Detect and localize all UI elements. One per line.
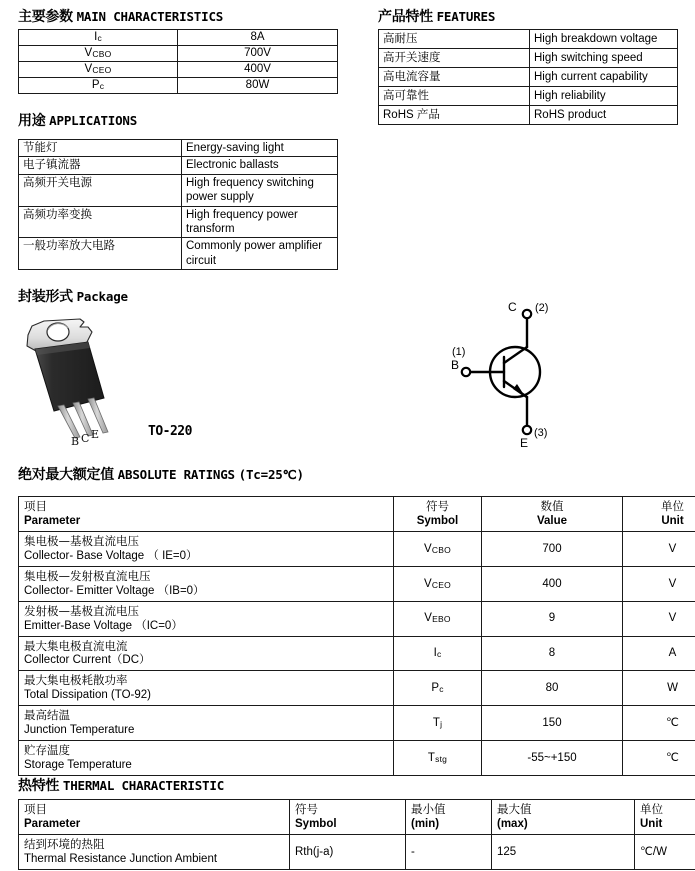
- cell-symbol: $P_c$: [394, 671, 482, 706]
- package-pin-label-c: C: [81, 432, 90, 445]
- table-row: [19, 62, 338, 78]
- cell-value: 400: [482, 566, 623, 601]
- table-row: [19, 238, 338, 270]
- cell-symbol: $V_{CEO}$: [394, 566, 482, 601]
- cell-parameter: 贮存温度 Storage Temperature: [19, 741, 394, 776]
- cell-unit: V: [623, 601, 695, 636]
- cell-value: 9: [482, 601, 623, 636]
- heading-applications: [18, 110, 137, 130]
- heading-package-en: Package: [76, 289, 128, 304]
- cell-application-cn: 电子镇流器: [19, 157, 182, 174]
- cell-feature-en: High switching speed: [530, 49, 678, 68]
- cell-value: 700V: [178, 46, 338, 62]
- cell-application-en: Commonly power amplifier circuit: [182, 238, 338, 270]
- table-header-row: [19, 497, 695, 532]
- table-row: [19, 140, 338, 157]
- column-header-min: 最小值 (min): [406, 800, 492, 835]
- heading-thermal-en: THERMAL CHARACTERISTIC: [62, 778, 225, 793]
- schematic-label-emitter: E: [520, 436, 529, 450]
- heading-features-en: FEATURES: [436, 9, 496, 24]
- table-row: [19, 706, 695, 741]
- heading-package-cn: 封装形式: [18, 289, 73, 305]
- cell-symbol: $V_{CBO}$: [19, 46, 178, 62]
- cell-parameter: 发射极—基极直流电压 Emitter-Base Voltage （IC=0）: [19, 601, 394, 636]
- terminal-node-emitter: [523, 426, 531, 434]
- package-pin-label-b: B: [71, 435, 80, 448]
- cell-unit: A: [623, 636, 695, 671]
- column-header-symbol: 符号 Symbol: [290, 800, 406, 835]
- cell-parameter: 集电极—发射极直流电压 Collector- Emitter Voltage （IB=0）: [19, 566, 394, 601]
- cell-feature-en: High reliability: [530, 87, 678, 106]
- transistor-schematic-symbol: [430, 300, 600, 450]
- cell-unit: V: [623, 566, 695, 601]
- cell-value: 400V: [178, 62, 338, 78]
- table-row: [379, 106, 678, 125]
- column-header-symbol: 符号 Symbol: [394, 497, 482, 532]
- table-row: [19, 741, 695, 776]
- cell-parameter: 结到环境的热阻 Thermal Resistance Junction Ambient: [19, 834, 290, 869]
- schematic-pin-collector: (2): [535, 302, 549, 314]
- table-row: [19, 174, 338, 206]
- cell-feature-en: High current capability: [530, 68, 678, 87]
- cell-unit: V: [623, 531, 695, 566]
- table-main-characteristics: [18, 29, 338, 94]
- cell-application-en: Electronic ballasts: [182, 157, 338, 174]
- cell-symbol: $V_{CEO}$: [19, 62, 178, 78]
- cell-feature-cn: 高开关速度: [379, 49, 530, 68]
- cell-parameter: 最高结温 Junction Temperature: [19, 706, 394, 741]
- cell-max: 125: [492, 834, 635, 869]
- column-header-value: 数值 Value: [482, 497, 623, 532]
- cell-symbol: Rth(j-a): [290, 834, 406, 869]
- table-row: [19, 671, 695, 706]
- cell-value: 80: [482, 671, 623, 706]
- heading-features-cn: 产品特性: [378, 9, 433, 25]
- heading-main-characteristics-cn: 主要参数: [18, 9, 73, 25]
- table-row: [379, 30, 678, 49]
- heading-applications-en: APPLICATIONS: [49, 113, 138, 128]
- cell-parameter: 最大集电极直流电流 Collector Current（DC）: [19, 636, 394, 671]
- table-row: [379, 49, 678, 68]
- cell-application-cn: 高频功率变换: [19, 206, 182, 238]
- table-row: [19, 531, 695, 566]
- column-header-max: 最大值 (max): [492, 800, 635, 835]
- cell-parameter: 最大集电极耗散功率 Total Dissipation (TO-92): [19, 671, 394, 706]
- cell-value: -55~+150: [482, 741, 623, 776]
- table-features: [378, 29, 678, 125]
- heading-features: [378, 6, 495, 26]
- table-row: [379, 68, 678, 87]
- cell-min: -: [406, 834, 492, 869]
- table-header-row: [19, 800, 695, 835]
- cell-feature-cn: RoHS 产品: [379, 106, 530, 125]
- cell-feature-cn: 高耐压: [379, 30, 530, 49]
- heading-main-characteristics-en: MAIN CHARACTERISTICS: [76, 9, 224, 24]
- cell-unit: ℃: [623, 706, 695, 741]
- table-row: [19, 157, 338, 174]
- table-row: [379, 87, 678, 106]
- schematic-pin-emitter: (3): [534, 427, 548, 439]
- heading-thermal-characteristic: [18, 775, 224, 795]
- heading-main-characteristics: [18, 6, 223, 26]
- table-row: [19, 206, 338, 238]
- cell-value: 150: [482, 706, 623, 741]
- table-absolute-ratings: [18, 496, 695, 776]
- cell-symbol: $T_{stg}$: [394, 741, 482, 776]
- cell-value: 80W: [178, 78, 338, 94]
- table-row: [19, 566, 695, 601]
- cell-unit: ℃/W: [635, 834, 695, 869]
- cell-symbol: $I_c$: [394, 636, 482, 671]
- cell-parameter: 集电极—基极直流电压 Collector- Base Voltage （ IE=0）: [19, 531, 394, 566]
- heading-thermal-cn: 热特性: [18, 778, 60, 794]
- table-thermal-characteristic: [18, 799, 695, 870]
- cell-unit: W: [623, 671, 695, 706]
- heading-absolute-ratings: [18, 464, 304, 484]
- cell-symbol: $T_j$: [394, 706, 482, 741]
- heading-package: [18, 286, 128, 306]
- table-row: [19, 46, 338, 62]
- cell-value: 8A: [178, 30, 338, 46]
- table-row: [19, 601, 695, 636]
- heading-absolute-ratings-en: ABSOLUTE RATINGS: [117, 467, 235, 482]
- terminal-node-base: [462, 368, 470, 376]
- terminal-node-collector: [523, 310, 531, 318]
- cell-feature-cn: 高电流容量: [379, 68, 530, 87]
- heading-applications-cn: 用途: [18, 113, 46, 129]
- cell-value: 700: [482, 531, 623, 566]
- cell-symbol: $I_c$: [19, 30, 178, 46]
- table-row: [19, 78, 338, 94]
- cell-feature-en: High breakdown voltage: [530, 30, 678, 49]
- package-pin-label-e: E: [91, 428, 100, 441]
- heading-absolute-ratings-cn: 绝对最大额定值: [18, 467, 114, 483]
- column-header-parameter: 项目 Parameter: [19, 497, 394, 532]
- cell-symbol: $V_{CBO}$: [394, 531, 482, 566]
- cell-application-en: High frequency switching power supply: [182, 174, 338, 206]
- cell-value: 8: [482, 636, 623, 671]
- schematic-pin-base: (1): [452, 346, 466, 358]
- cell-application-cn: 一般功率放大电路: [19, 238, 182, 270]
- heading-absolute-ratings-condition: (Tc=25℃): [238, 467, 304, 482]
- cell-unit: ℃: [623, 741, 695, 776]
- cell-feature-cn: 高可靠性: [379, 87, 530, 106]
- table-row: [19, 30, 338, 46]
- schematic-label-base: B: [451, 358, 460, 372]
- table-applications: [18, 139, 338, 270]
- cell-application-cn: 节能灯: [19, 140, 182, 157]
- column-header-unit: 单位 Unit: [635, 800, 695, 835]
- cell-application-en: High frequency power transform: [182, 206, 338, 238]
- column-header-unit: 单位 Unit: [623, 497, 695, 532]
- table-row: [19, 834, 695, 869]
- schematic-label-collector: C: [508, 300, 517, 314]
- package-name-label: TO-220: [148, 424, 192, 439]
- cell-symbol: $P_c$: [19, 78, 178, 94]
- column-header-parameter: 项目 Parameter: [19, 800, 290, 835]
- cell-application-cn: 高频开关电源: [19, 174, 182, 206]
- cell-application-en: Energy-saving light: [182, 140, 338, 157]
- cell-feature-en: RoHS product: [530, 106, 678, 125]
- cell-symbol: $V_{EBO}$: [394, 601, 482, 636]
- table-row: [19, 636, 695, 671]
